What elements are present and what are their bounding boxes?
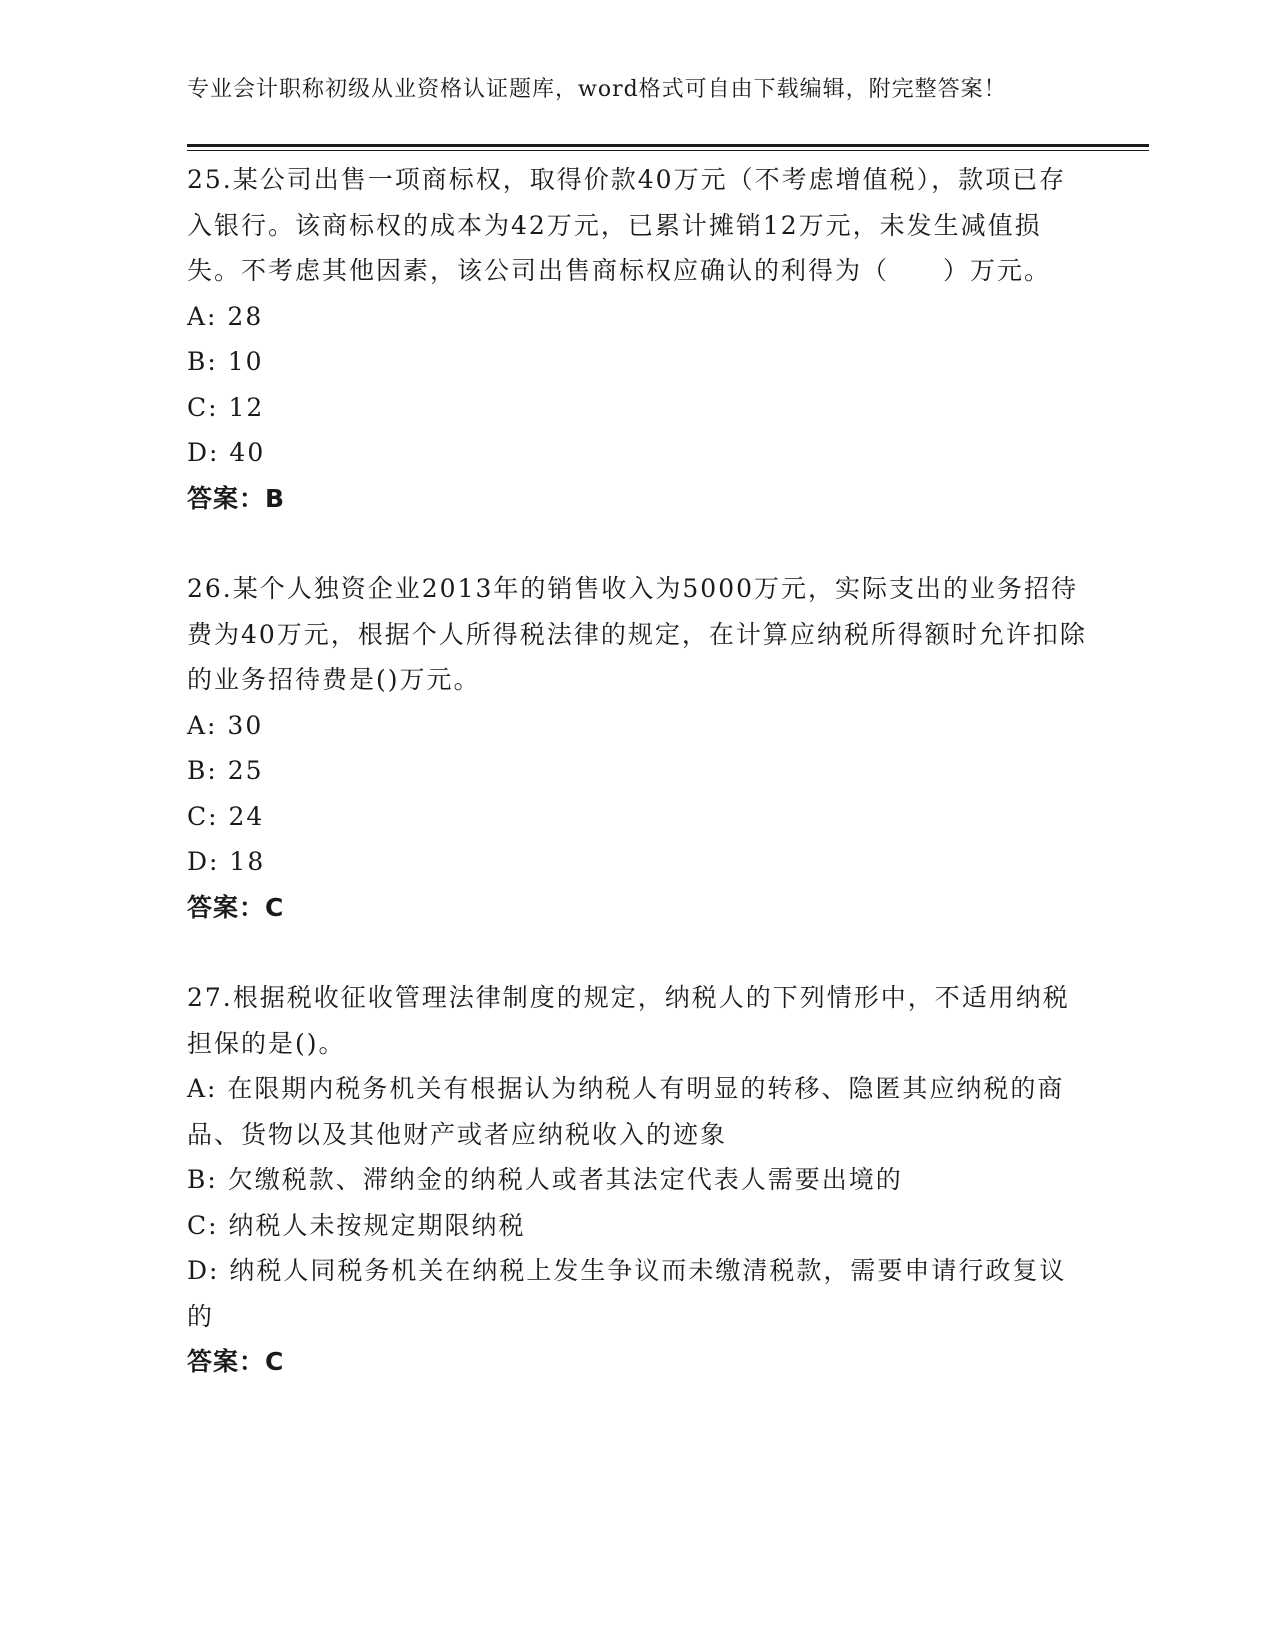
question-27 bbox=[187, 975, 1087, 1385]
question-stem: 26.某个人独资企业2013年的销售收入为5000万元，实际支出的业务招待费为40万元，根据个人所得税法律的规定，在计算应纳税所得额时允许扣除的业务招待费是()万元。 bbox=[187, 574, 1087, 694]
option-d: D: 40 bbox=[187, 438, 266, 467]
question-list bbox=[187, 157, 1087, 1430]
option-a: A: 30 bbox=[187, 710, 264, 740]
question-25 bbox=[187, 157, 1087, 521]
answer: 答案：B bbox=[187, 483, 286, 513]
question-26 bbox=[187, 566, 1087, 930]
option-d: D: 纳税人同税务机关在纳税上发生争议而未缴清税款，需要申请行政复议的 bbox=[187, 1256, 1067, 1331]
option-a: A: 28 bbox=[187, 301, 264, 331]
answer: 答案：C bbox=[187, 1347, 285, 1376]
question-stem: 25.某公司出售一项商标权，取得价款40万元（不考虑增值税），款项已存入银行。该商标权的成本为42万元，已累计摊销12万元，未发生减值损失。不考虑其他因素，该公司出售商标权应确认的利得为（ ）万元。 bbox=[187, 165, 1067, 285]
header-rule-thick bbox=[187, 144, 1149, 147]
question-stem: 27.根据税收征收管理法律制度的规定，纳税人的下列情形中，不适用纳税担保的是()。 bbox=[187, 983, 1070, 1058]
option-b: B: 10 bbox=[187, 347, 264, 376]
option-c: C: 24 bbox=[187, 801, 265, 831]
header-rule-thin bbox=[187, 150, 1149, 151]
option-d: D: 18 bbox=[187, 847, 266, 876]
page-header: 专业会计职称初级从业资格认证题库，word格式可自由下载编辑，附完整答案！ bbox=[187, 77, 1007, 102]
option-c: C: 纳税人未按规定期限纳税 bbox=[187, 1210, 526, 1240]
option-b: B: 欠缴税款、滞纳金的纳税人或者其法定代表人需要出境的 bbox=[187, 1165, 903, 1194]
option-b: B: 25 bbox=[187, 756, 264, 785]
option-a: A: 在限期内税务机关有根据认为纳税人有明显的转移、隐匿其应纳税的商品、货物以及其他财产或者应纳税收入的迹象 bbox=[187, 1074, 1065, 1149]
answer: 答案：C bbox=[187, 892, 285, 922]
option-c: C: 12 bbox=[187, 392, 265, 422]
